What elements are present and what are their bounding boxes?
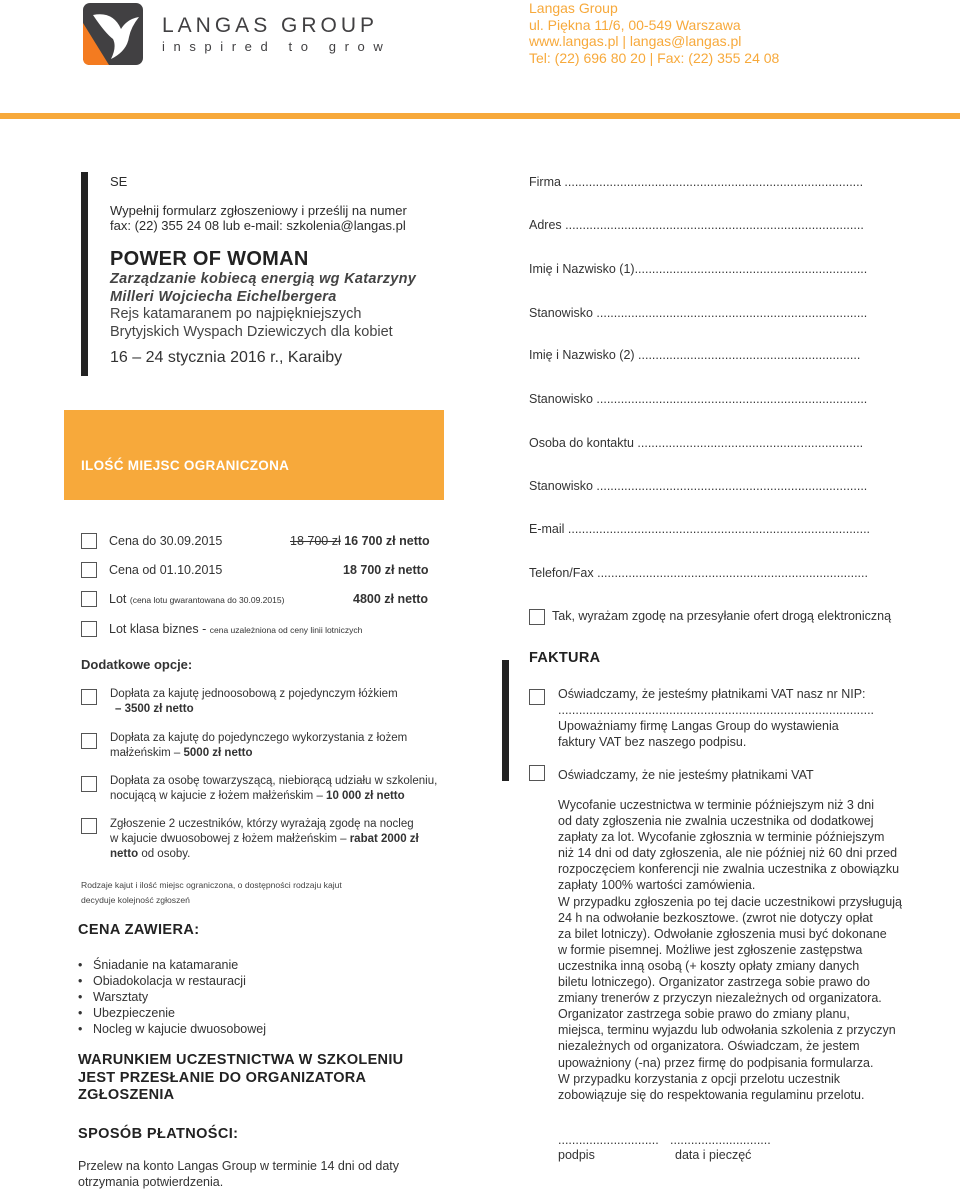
logo-tagline: inspired to grow	[162, 39, 392, 54]
payment-line: Przelew na konto Langas Group w terminie 14 dni od daty	[78, 1159, 400, 1173]
business-flight-label	[109, 622, 362, 636]
terms-line: niezależnych od organizatora. Oświadczam, że jestem	[558, 1039, 860, 1054]
company-logo	[83, 3, 143, 65]
includes-item: • Śniadanie na katamaranie	[78, 957, 266, 973]
early-price-new: 16 700 zł netto	[344, 534, 430, 548]
flight-checkbox[interactable]	[81, 591, 97, 607]
contact-position-field[interactable]: Stanowisko ..............................................................................	[529, 479, 868, 493]
flight-price-value: 4800 zł netto	[353, 592, 429, 606]
terms-line: zapłaty za lot. Wycofanie zgłosznia w terminie późniejszym	[558, 830, 885, 845]
event-date: 16 – 24 stycznia 2016 r., Karaiby	[110, 349, 343, 366]
option-text: od osoby.	[141, 848, 191, 860]
terms-line: rozpoczęciem konferencji nie zwalnia uczestnika z obowiązku	[558, 862, 900, 877]
terms-line: od daty zgłoszenia nie zwalnia uczestnika od dodatkowej	[558, 814, 874, 829]
condition-line: WARUNKIEM UCZESTNICTWA W SZKOLENIU	[78, 1052, 404, 1068]
non-vat-payer-checkbox[interactable]	[529, 765, 545, 781]
option-text: Dopłata za osobę towarzyszącą, niebiorącą udziału w szkoleniu,	[110, 775, 438, 787]
logo-wordmark: LANGAS GROUP	[162, 14, 379, 37]
double-bed-cabin-option	[110, 731, 407, 761]
single-cabin-option	[110, 687, 398, 717]
signature-block	[558, 1133, 659, 1162]
single-cabin-checkbox[interactable]	[81, 689, 97, 705]
limited-seats-banner	[64, 410, 444, 500]
consent-label: Tak, wyrażam zgodę na przesyłanie ofert drogą elektroniczną	[552, 609, 892, 623]
option-text: Dopłata za kajutę do pojedynczego wykorzystania z łożem	[110, 732, 408, 744]
terms-line: upoważniony (-na) przez firmę do podpisania formularza.	[558, 1055, 874, 1070]
early-price-old: 18 700 zł	[290, 534, 341, 548]
includes-item: • Warsztaty	[78, 989, 266, 1005]
contact-person-field[interactable]: Osoba do kontaktu .................................................................	[529, 436, 864, 450]
terms-line: W przypadku korzystania z opcji przelotu uczestnik	[558, 1071, 841, 1086]
header-divider	[0, 113, 960, 119]
option-price: netto	[110, 848, 139, 860]
event-subtitle	[110, 271, 416, 306]
nip-field[interactable]: ...........................................................................................	[558, 703, 875, 717]
companion-option	[110, 774, 437, 804]
companion-checkbox[interactable]	[81, 776, 97, 792]
submission-note-line: fax: (22) 355 24 08 lub e-mail: szkolenia@langas.pl	[110, 218, 406, 233]
flight-label	[109, 592, 284, 606]
payment-title: SPOSÓB PŁATNOŚCI:	[78, 1126, 239, 1142]
cancellation-terms	[558, 797, 903, 1103]
company-phone: Tel: (22) 696 80 20 | Fax: (22) 355 24 08	[529, 49, 780, 66]
email-field[interactable]: E-mail .......................................................................................	[529, 522, 871, 536]
invoice-title: FAKTURA	[529, 650, 601, 666]
signature-label: podpis	[558, 1148, 595, 1162]
double-bed-cabin-checkbox[interactable]	[81, 733, 97, 749]
early-price-label: Cena do 30.09.2015	[109, 534, 223, 548]
authorization-line: faktury VAT bez naszego podpisu.	[558, 735, 747, 749]
terms-line: za bilet lotniczy). Odwołanie zgłoszenia musi być dokonane	[558, 926, 887, 941]
condition-line: ZGŁOSZENIA	[78, 1087, 175, 1103]
terms-line: W przypadku zgłoszenia po tej dacie uczestnikowi przysługują	[558, 894, 902, 909]
company-contact	[529, 0, 779, 66]
option-text: Zgłoszenie 2 uczestników, którzy wyrażają zgodę na nocleg	[110, 818, 414, 830]
option-text: Dopłata za kajutę jednoosobową z pojedynczym łóżkiem	[110, 688, 398, 700]
submission-note	[110, 203, 407, 233]
option-text: nocującą w kajucie z łożem małżeńskim –	[110, 790, 323, 802]
terms-line: uczestnika inną osobą (+ koszty opłaty zmiany danych	[558, 958, 860, 973]
business-flight-note: cena uzależniona od ceny linii lotniczych	[209, 625, 363, 635]
extras-title: Dodatkowe opcje:	[81, 657, 193, 672]
participant1-position-field[interactable]: Stanowisko ..............................................................................	[529, 306, 868, 320]
participant2-position-field[interactable]: Stanowisko ..............................................................................	[529, 392, 868, 406]
two-participants-option	[110, 817, 419, 862]
cabin-availability-note	[81, 878, 342, 908]
vat-payer-label: Oświadczamy, że jesteśmy płatnikami VAT nasz nr NIP:	[558, 687, 866, 701]
terms-line: Organizator zastrzega sobie prawo do zmiany planu,	[558, 1007, 850, 1022]
terms-line: Wycofanie uczestnictwa w terminie późniejszym niż 3 dni	[558, 798, 874, 812]
participation-condition	[78, 1052, 403, 1105]
early-price-checkbox[interactable]	[81, 533, 97, 549]
includes-item: • Obiadokolacja w restauracji	[78, 973, 266, 989]
event-subtitle-line: Milleri Wojciecha Eichelbergera	[110, 288, 337, 305]
flight-label-text: Lot	[109, 592, 127, 606]
includes-title: CENA ZAWIERA:	[78, 922, 200, 938]
terms-line: biletu lotniczego). Organizator zastrzega sobie prawo do	[558, 975, 870, 990]
option-price: rabat 2000 zł	[349, 833, 419, 845]
event-title: POWER OF WOMAN	[110, 248, 309, 270]
consent-checkbox[interactable]	[529, 609, 545, 625]
note-line: decyduje kolejność zgłoszeń	[81, 895, 190, 905]
includes-list	[78, 957, 266, 1037]
option-text: małżeńskim –	[110, 747, 181, 759]
date-stamp-label: data i pieczęć	[675, 1148, 752, 1162]
vat-payer-checkbox[interactable]	[529, 689, 545, 705]
late-price-label: Cena od 01.10.2015	[109, 563, 223, 577]
authorization-line: Upoważniamy firmę Langas Group do wystawienia	[558, 719, 839, 733]
non-vat-payer-label: Oświadczamy, że nie jesteśmy płatnikami VAT	[558, 768, 814, 782]
business-flight-label-text: Lot klasa biznes -	[109, 622, 207, 636]
payment-line: otrzymania potwierdzenia.	[78, 1174, 224, 1189]
terms-line: w formie pisemnej. Możliwe jest zgłoszenie zastępstwa	[558, 942, 863, 957]
section-marker-bar	[81, 172, 88, 376]
business-flight-checkbox[interactable]	[81, 621, 97, 637]
flight-note: (cena lotu gwarantowana do 30.09.2015)	[129, 595, 285, 605]
invoice-authorization	[558, 718, 839, 750]
section-marker-bar	[502, 660, 509, 781]
condition-line: JEST PRZESŁANIE DO ORGANIZATORA	[78, 1069, 367, 1086]
terms-line: miejsca, terminu wyjazdu lub odwołania szkolenia z przyczyn	[558, 1023, 896, 1038]
option-price: 5000 zł netto	[183, 747, 253, 759]
includes-item: • Ubezpieczenie	[78, 1005, 266, 1021]
event-subtitle-line: Zarządzanie kobiecą energią wg Katarzyny	[110, 271, 417, 287]
company-address: ul. Piękna 11/6, 00-549 Warszawa	[529, 16, 741, 33]
terms-line: zapłaty 100% wartości zamówienia.	[558, 878, 756, 893]
form-code: SE	[110, 174, 128, 189]
company-web[interactable]: www.langas.pl | langas@langas.pl	[529, 33, 742, 49]
terms-line: zmiany trenerów z przyczyn niezależnych od organizatora.	[558, 991, 882, 1006]
option-price: 10 000 zł netto	[326, 790, 405, 802]
note-line: Rodzaje kajut i ilość miejsc ograniczona, o dostępności rodzaju kajut	[81, 880, 342, 890]
event-description	[110, 306, 393, 341]
address-field[interactable]: Adres ......................................................................................	[529, 218, 864, 232]
late-price-value: 18 700 zł netto	[343, 563, 429, 577]
limited-seats-text: ILOŚĆ MIEJSC OGRANICZONA	[81, 458, 290, 473]
company-name: Langas Group	[529, 0, 618, 16]
date-stamp-field[interactable]: .............................	[670, 1133, 771, 1147]
two-participants-checkbox[interactable]	[81, 818, 97, 834]
company-field[interactable]: Firma ......................................................................................	[529, 175, 864, 189]
participant1-name-field[interactable]: Imię i Nazwisko (1)...................................................................	[529, 262, 868, 276]
early-price-value	[290, 534, 430, 548]
late-price-checkbox[interactable]	[81, 562, 97, 578]
phone-fax-field[interactable]: Telefon/Fax ..............................................................................	[529, 566, 868, 580]
submission-note-line: Wypełnij formularz zgłoszeniowy i prześlij na numer	[110, 203, 407, 218]
payment-text	[78, 1159, 399, 1190]
terms-line: zobowiązuje się do respektowania regulaminu przelotu.	[558, 1087, 865, 1102]
event-description-line: Rejs katamaranem po najpiękniejszych	[110, 306, 362, 322]
participant2-name-field[interactable]: Imię i Nazwisko (2) ................................................................	[529, 348, 861, 362]
date-stamp-block	[670, 1133, 771, 1162]
signature-field[interactable]: .............................	[558, 1133, 659, 1147]
option-text: w kajucie dwuosobowej z łożem małżeńskim –	[110, 833, 347, 845]
includes-item: • Nocleg w kajucie dwuosobowej	[78, 1021, 266, 1037]
terms-line: 24 h na odwołanie bezkosztowe. (zwrot nie dotyczy opłat	[558, 910, 873, 925]
event-description-line: Brytyjskich Wyspach Dziewiczych dla kobiet	[110, 323, 393, 340]
terms-line: niż 14 dni od daty zgłoszenia, ale nie później niż 60 dni przed	[558, 846, 898, 861]
option-price: – 3500 zł netto	[115, 703, 194, 715]
